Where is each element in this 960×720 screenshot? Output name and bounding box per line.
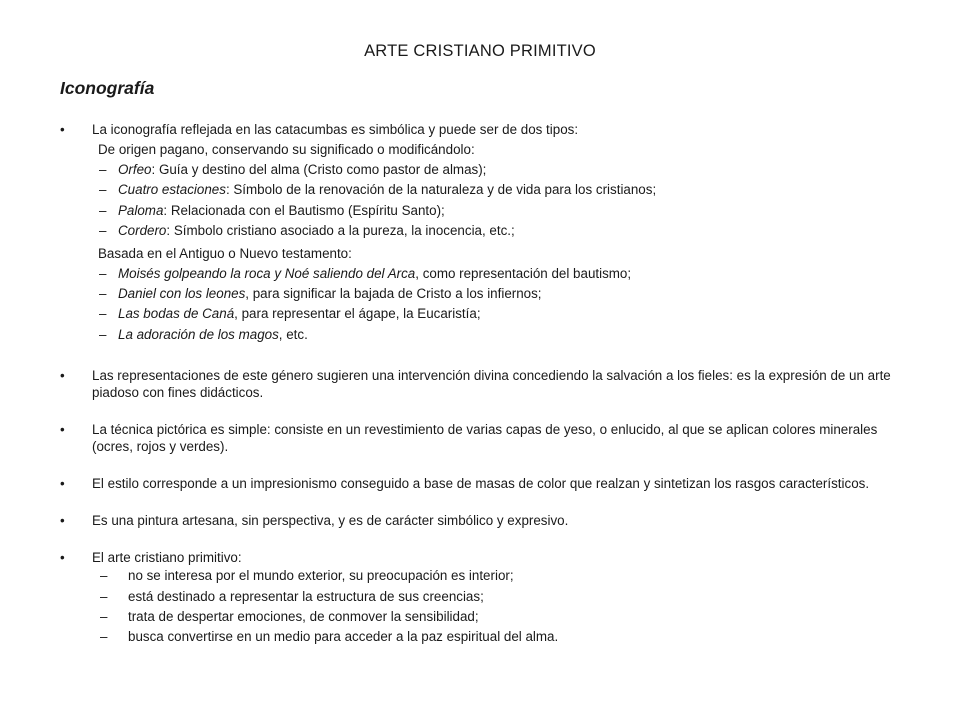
bullet-marker: • bbox=[60, 476, 65, 492]
bullet-marker: • bbox=[60, 550, 65, 566]
item-desc: : Símbolo cristiano asociado a la pureza, la inocencia, etc.; bbox=[166, 223, 515, 239]
item-term: Las bodas de Caná bbox=[118, 306, 235, 322]
bullet-representaciones bbox=[60, 367, 920, 401]
item-text: busca convertirse en un medio para acceder a la paz espiritual del alma. bbox=[128, 629, 559, 645]
subheading-testamento: Basada en el Antiguo o Nuevo testamento: bbox=[98, 245, 352, 261]
dash-marker: – bbox=[99, 286, 107, 302]
bullet-text: Es una pintura artesana, sin perspectiva, y es de carácter simbólico y expresivo. bbox=[92, 513, 569, 529]
bullet-pintura bbox=[60, 512, 920, 529]
bullet-iconografia bbox=[60, 121, 920, 138]
dash-marker: – bbox=[100, 629, 108, 645]
bullet-text: Las representaciones de este género sugieren una intervención divina concediendo la salvación a los fieles: es la expresión de un arte piadoso con fines didácticos. bbox=[92, 368, 891, 401]
item-desc: , para significar la bajada de Cristo a los infiernos; bbox=[245, 286, 542, 302]
dash-marker: – bbox=[99, 306, 107, 322]
item-term: Moisés golpeando la roca y Noé saliendo del Arca bbox=[118, 265, 416, 281]
bullet-marker: • bbox=[60, 422, 65, 438]
bullet-estilo bbox=[60, 475, 920, 492]
item-term: Paloma bbox=[118, 202, 164, 218]
item-term: La adoración de los magos bbox=[118, 326, 279, 342]
item-desc: , para representar el ágape, la Eucaristía; bbox=[234, 306, 481, 322]
dash-marker: – bbox=[100, 588, 108, 604]
item-desc: : Guía y destino del alma (Cristo como pastor de almas); bbox=[151, 162, 487, 177]
dash-marker: – bbox=[99, 182, 107, 198]
item-text: está destinado a representar la estructura de sus creencias; bbox=[128, 588, 484, 604]
list-item bbox=[60, 221, 920, 241]
slide-title: ARTE CRISTIANO PRIMITIVO bbox=[364, 42, 596, 60]
item-desc: , como representación del bautismo; bbox=[415, 265, 632, 281]
list-item bbox=[60, 264, 920, 284]
list-item bbox=[60, 304, 920, 324]
list-item bbox=[60, 587, 920, 607]
list-item bbox=[60, 160, 920, 180]
slide-content bbox=[60, 121, 920, 648]
bullet-marker: • bbox=[60, 368, 65, 384]
dash-marker: – bbox=[99, 202, 107, 218]
bullet-text: El estilo corresponde a un impresionismo conseguido a base de masas de color que realzan y sintetizan los rasgos característicos. bbox=[92, 476, 870, 492]
bullet-arte-cristiano bbox=[60, 549, 920, 566]
dash-marker: – bbox=[99, 223, 107, 239]
list-item bbox=[60, 566, 920, 586]
dash-marker: – bbox=[99, 162, 107, 177]
item-term: Orfeo bbox=[118, 162, 152, 177]
dash-marker: – bbox=[100, 609, 108, 625]
list-item bbox=[60, 627, 920, 647]
dash-marker: – bbox=[99, 265, 107, 281]
bullet-marker: • bbox=[60, 513, 65, 529]
bullet-tecnica bbox=[60, 421, 920, 455]
slide-subtitle: Iconografía bbox=[60, 78, 155, 98]
item-desc: : Símbolo de la renovación de la naturaleza y de vida para los cristianos; bbox=[225, 182, 657, 198]
item-text: no se interesa por el mundo exterior, su preocupación es interior; bbox=[128, 568, 514, 584]
item-term: Daniel con los leones bbox=[118, 286, 246, 302]
list-item bbox=[60, 607, 920, 627]
list-item bbox=[60, 201, 920, 221]
item-desc: , etc. bbox=[278, 326, 308, 342]
dash-marker: – bbox=[99, 326, 107, 342]
item-term: Cuatro estaciones bbox=[118, 182, 226, 198]
bullet-text: La técnica pictórica es simple: consiste en un revestimiento de varias capas de yeso, o enlucido, al que se aplican colores minerales (ocres, rojos y verdes). bbox=[92, 422, 878, 455]
dash-marker: – bbox=[100, 568, 108, 584]
bullet-marker: • bbox=[60, 122, 65, 137]
list-item bbox=[60, 284, 920, 304]
item-term: Cordero bbox=[118, 223, 167, 239]
item-text: trata de despertar emociones, de conmover la sensibilidad; bbox=[128, 609, 479, 625]
item-desc: : Relacionada con el Bautismo (Espíritu Santo); bbox=[163, 202, 445, 218]
bullet-text: La iconografía reflejada en las catacumbas es simbólica y puede ser de dos tipos: bbox=[92, 122, 579, 137]
bullet-text: El arte cristiano primitivo: bbox=[92, 550, 242, 566]
list-item bbox=[60, 325, 920, 345]
subheading-pagano: De origen pagano, conservando su significado o modificándolo: bbox=[98, 142, 475, 157]
list-item bbox=[60, 180, 920, 200]
